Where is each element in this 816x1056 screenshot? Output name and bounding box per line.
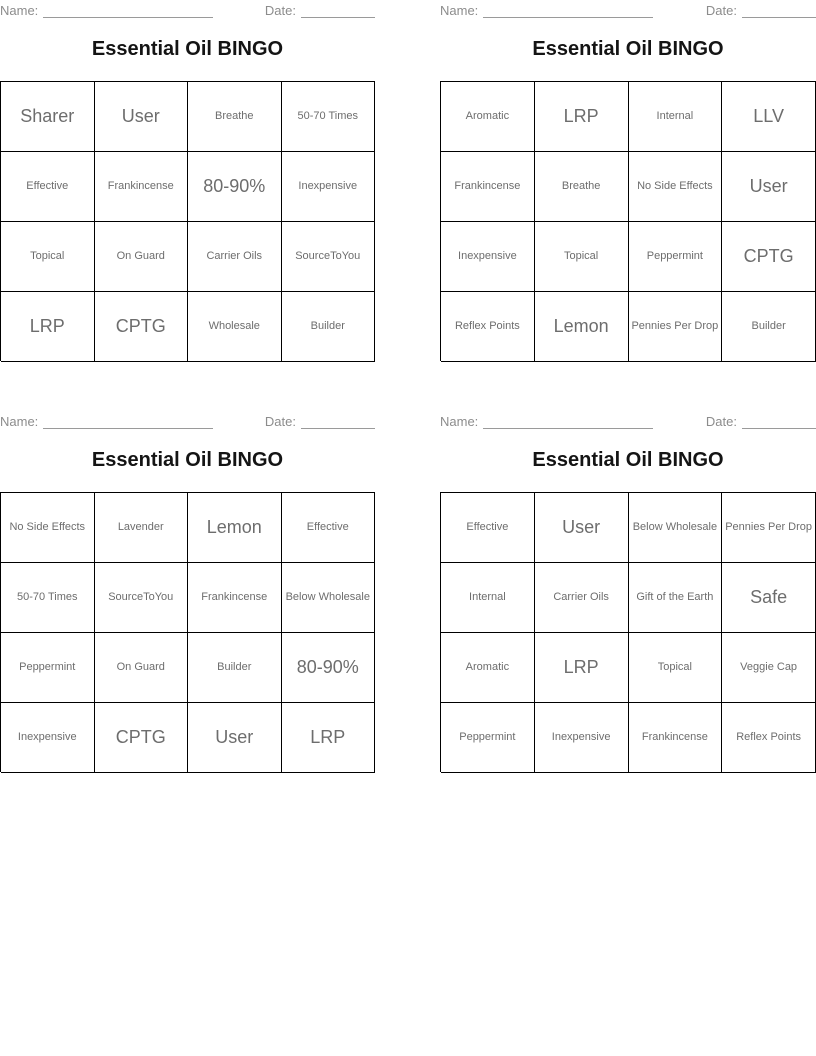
- bingo-cell: Topical: [1, 222, 95, 292]
- bingo-cell: Effective: [1, 152, 95, 222]
- bingo-cell: Topical: [535, 222, 629, 292]
- bingo-cell: No Side Effects: [629, 152, 723, 222]
- bingo-cell: No Side Effects: [1, 493, 95, 563]
- bingo-cell: SourceToYou: [95, 563, 189, 633]
- date-group: [706, 2, 816, 18]
- name-label: Name:: [0, 414, 39, 429]
- bingo-cell: Reflex Points: [722, 703, 816, 773]
- bingo-cell: Internal: [441, 563, 535, 633]
- bingo-cell: CPTG: [95, 292, 189, 362]
- bingo-cell: Inexpensive: [535, 703, 629, 773]
- bingo-cell: Topical: [629, 633, 723, 703]
- bingo-cell: User: [95, 82, 189, 152]
- card-title: Essential Oil BINGO: [91, 38, 284, 60]
- bingo-cell: Pennies Per Drop: [722, 493, 816, 563]
- bingo-cell: LLV: [722, 82, 816, 152]
- bingo-card: [0, 0, 375, 361]
- bingo-cell: Safe: [722, 563, 816, 633]
- bingo-cell: Internal: [629, 82, 723, 152]
- bingo-cell: User: [722, 152, 816, 222]
- bingo-cell: CPTG: [722, 222, 816, 292]
- bingo-cell: Effective: [282, 493, 376, 563]
- bingo-cell: Builder: [722, 292, 816, 362]
- bingo-cell: Below Wholesale: [629, 493, 723, 563]
- bingo-cell: Aromatic: [441, 82, 535, 152]
- bingo-cell: Frankincense: [95, 152, 189, 222]
- bingo-grid: [0, 492, 375, 772]
- bingo-cell: Peppermint: [441, 703, 535, 773]
- bingo-cell: Carrier Oils: [188, 222, 282, 292]
- bingo-cell: Lemon: [535, 292, 629, 362]
- bingo-cell: Aromatic: [441, 633, 535, 703]
- date-blank-line: [742, 413, 816, 429]
- bingo-cell: LRP: [282, 703, 376, 773]
- name-blank-line: [483, 413, 653, 429]
- bingo-cell: LRP: [1, 292, 95, 362]
- card-header: [0, 0, 375, 18]
- date-blank-line: [742, 2, 816, 18]
- bingo-cell: 50-70 Times: [282, 82, 376, 152]
- card-title: Essential Oil BINGO: [532, 38, 724, 60]
- name-label: Name:: [0, 3, 39, 18]
- bingo-cell: Below Wholesale: [282, 563, 376, 633]
- bingo-cell: Inexpensive: [441, 222, 535, 292]
- card-header: [440, 0, 816, 18]
- bingo-cell: 50-70 Times: [1, 563, 95, 633]
- bingo-cell: Effective: [441, 493, 535, 563]
- name-label: Name:: [440, 3, 479, 18]
- name-blank-line: [483, 2, 653, 18]
- bingo-cell: Breathe: [188, 82, 282, 152]
- bingo-cell: LRP: [535, 633, 629, 703]
- bingo-cell: Sharer: [1, 82, 95, 152]
- bingo-cell: Lemon: [188, 493, 282, 563]
- date-group: [265, 413, 375, 429]
- name-blank-line: [43, 413, 213, 429]
- bingo-cell: Frankincense: [629, 703, 723, 773]
- bingo-grid: [440, 492, 816, 772]
- card-header: [0, 411, 375, 429]
- card-header: [440, 411, 816, 429]
- card-title: Essential Oil BINGO: [532, 449, 724, 471]
- bingo-cell: LRP: [535, 82, 629, 152]
- bingo-cell: Inexpensive: [1, 703, 95, 773]
- bingo-cell: Gift of the Earth: [629, 563, 723, 633]
- bingo-cell: On Guard: [95, 222, 189, 292]
- bingo-cell: Inexpensive: [282, 152, 376, 222]
- bingo-cell: User: [535, 493, 629, 563]
- date-label: Date:: [705, 414, 737, 429]
- bingo-card: [0, 411, 375, 772]
- bingo-cell: On Guard: [95, 633, 189, 703]
- bingo-cell: Carrier Oils: [535, 563, 629, 633]
- bingo-cell: 80-90%: [188, 152, 282, 222]
- bingo-cell: Frankincense: [441, 152, 535, 222]
- date-group: [706, 413, 816, 429]
- bingo-grid: [440, 81, 816, 361]
- name-label: Name:: [440, 414, 479, 429]
- date-label: Date:: [705, 3, 737, 18]
- date-label: Date:: [264, 414, 296, 429]
- bingo-cell: Builder: [282, 292, 376, 362]
- date-blank-line: [301, 2, 375, 18]
- bingo-cell: Breathe: [535, 152, 629, 222]
- bingo-grid: [0, 81, 375, 361]
- bingo-cell: Builder: [188, 633, 282, 703]
- bingo-cell: 80-90%: [282, 633, 376, 703]
- name-blank-line: [43, 2, 213, 18]
- bingo-cell: Peppermint: [1, 633, 95, 703]
- bingo-card: [440, 411, 816, 772]
- date-blank-line: [301, 413, 375, 429]
- date-group: [265, 2, 375, 18]
- bingo-cell: Frankincense: [188, 563, 282, 633]
- bingo-card: [440, 0, 816, 361]
- bingo-cell: Reflex Points: [441, 292, 535, 362]
- bingo-cell: Pennies Per Drop: [629, 292, 723, 362]
- date-label: Date:: [264, 3, 296, 18]
- bingo-cell: SourceToYou: [282, 222, 376, 292]
- bingo-cell: CPTG: [95, 703, 189, 773]
- bingo-cell: Veggie Cap: [722, 633, 816, 703]
- bingo-cell: User: [188, 703, 282, 773]
- card-title: Essential Oil BINGO: [91, 449, 284, 471]
- bingo-cell: Wholesale: [188, 292, 282, 362]
- bingo-cell: Peppermint: [629, 222, 723, 292]
- bingo-cell: Lavender: [95, 493, 189, 563]
